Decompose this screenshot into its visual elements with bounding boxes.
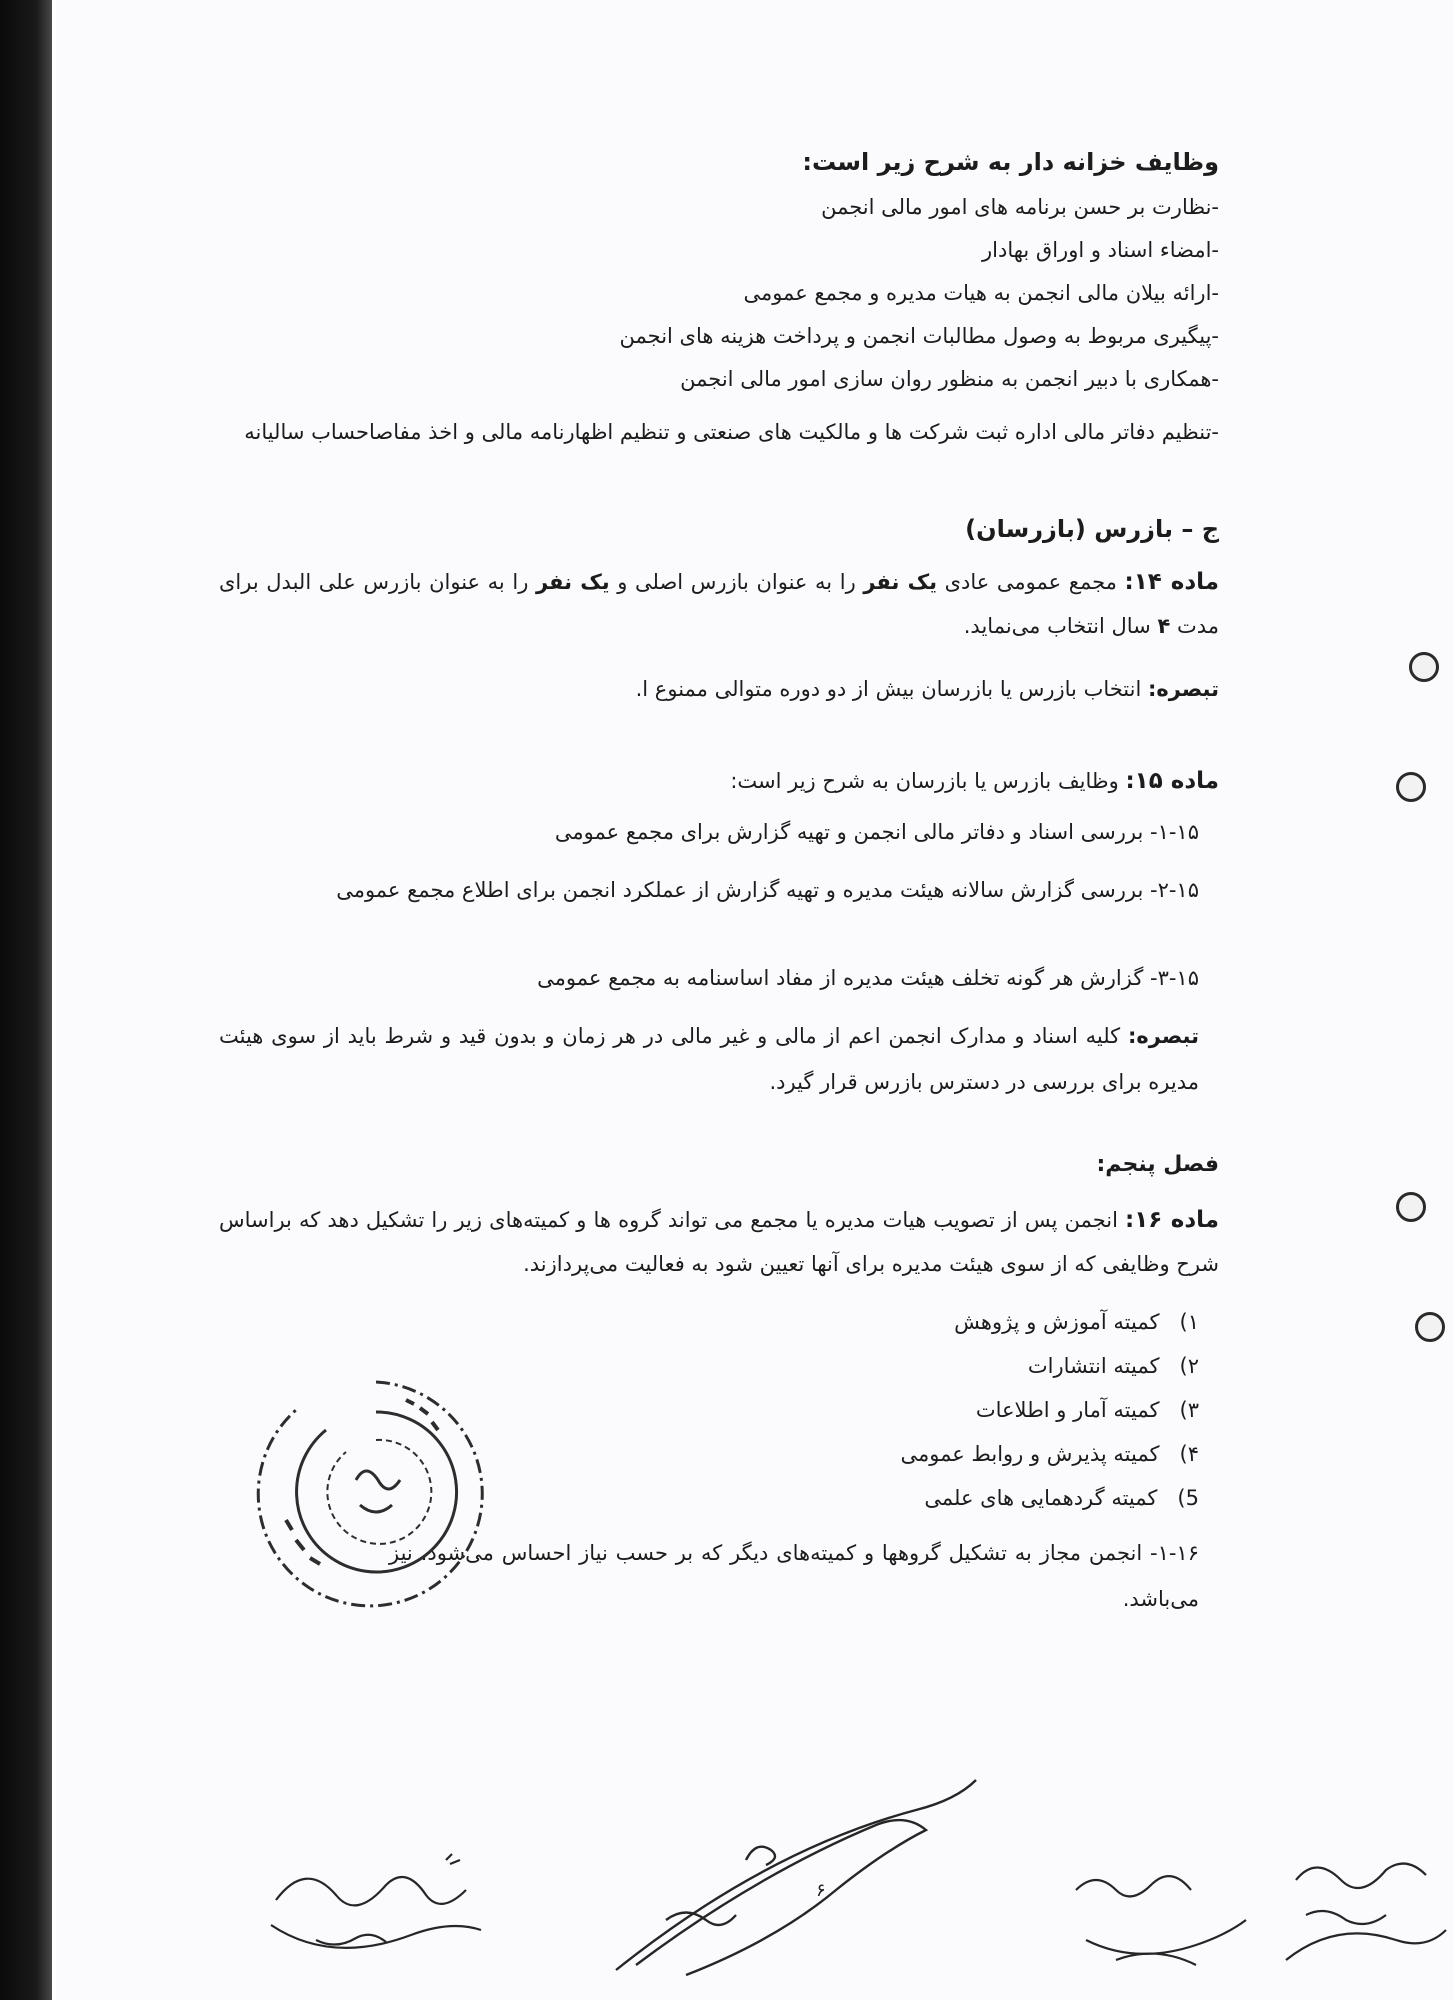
note-1-label: تبصره: xyxy=(1147,677,1219,701)
treasurer-duty: -پیگیری مربوط به وصول مطالبات انجمن و پرداخت هزینه های انجمن xyxy=(619,324,1219,348)
article-16 xyxy=(219,1198,1219,1286)
article-14-years: ۴ xyxy=(1157,614,1171,638)
article-14-bold: یک نفر xyxy=(863,570,938,594)
seal-stamp xyxy=(256,1370,496,1620)
inspector-heading: ج – بازرس (بازرسان) xyxy=(965,515,1219,543)
article-15-intro: وظایف بازرس یا بازرسان به شرح زیر است: xyxy=(730,769,1126,793)
article-15-title: ماده ۱۵: xyxy=(1125,768,1219,794)
committee-item xyxy=(1028,1354,1199,1378)
signature-1 xyxy=(256,1840,516,1970)
signature-4 xyxy=(1276,1840,1454,1980)
article-14-text: سال انتخاب می‌نماید. xyxy=(963,614,1158,638)
committee-item xyxy=(924,1486,1199,1510)
article-15-note-label: تبصره: xyxy=(1127,1024,1199,1048)
committee-number: 5) xyxy=(1177,1486,1199,1510)
article-15 xyxy=(730,768,1219,794)
article-14 xyxy=(219,560,1219,648)
article-14-title: ماده ۱۴: xyxy=(1124,569,1220,595)
article-16-title: ماده ۱۶: xyxy=(1125,1207,1220,1233)
committee-item xyxy=(900,1442,1199,1466)
punch-hole xyxy=(1396,1192,1426,1222)
scan-dark-edge xyxy=(0,0,52,2000)
committee-number: ۲) xyxy=(1179,1354,1199,1378)
article-15-item: ۱-۱۵- بررسی اسناد و دفاتر مالی انجمن و تهیه گزارش برای مجمع عمومی xyxy=(554,820,1199,844)
committee-label: کمیته آمار و اطلاعات xyxy=(975,1398,1160,1422)
committee-label: کمیته انتشارات xyxy=(1027,1354,1160,1378)
committee-number: ۳) xyxy=(1179,1398,1199,1422)
article-15-note xyxy=(219,1013,1199,1105)
article-15-item: ۲-۱۵- بررسی گزارش سالانه هیئت مدیره و تهیه گزارش از عملکرد انجمن برای اطلاع مجمع عمومی xyxy=(336,878,1199,902)
article-16-text: انجمن پس از تصویب هیات مدیره یا مجمع می تواند گروه ها و کمیته‌های زیر را تشکیل دهد که براساس شرح وظایفی که از سوی هیئت مدیره برای آنها تعیین شود به فعالیت می‌پردازند. xyxy=(219,1208,1219,1276)
signature-3 xyxy=(1056,1850,1256,1980)
punch-hole xyxy=(1396,772,1426,802)
page-number: ۶ xyxy=(816,1880,826,1901)
committee-label: کمیته پذیرش و روابط عمومی xyxy=(900,1442,1160,1466)
punch-hole xyxy=(1409,652,1439,682)
committee-item xyxy=(954,1310,1199,1334)
article-14-text: مجمع عمومی عادی xyxy=(937,570,1125,594)
treasurer-duty: -همکاری با دبیر انجمن به منظور روان سازی امور مالی انجمن xyxy=(680,367,1219,391)
document-page xyxy=(56,0,1454,2000)
committee-label: کمیته آموزش و پژوهش xyxy=(954,1310,1160,1334)
article-15-item: ۳-۱۵- گزارش هر گونه تخلف هیئت مدیره از مفاد اساسنامه به مجمع عمومی xyxy=(537,966,1199,990)
article-14-bold: یک نفر xyxy=(535,570,610,594)
article-14-text: را به عنوان بازرس اصلی و xyxy=(609,570,864,594)
treasurer-duty: -نظارت بر حسن برنامه های امور مالی انجمن xyxy=(821,195,1219,219)
committee-item xyxy=(976,1398,1199,1422)
punch-hole xyxy=(1415,1312,1445,1342)
article-14-text: را به عنوان بازرس علی البدل برای مدت xyxy=(219,570,1219,638)
article-15-note-text: کلیه اسناد و مدارک انجمن اعم از مالی و غیر مالی در هر زمان و بدون قید و شرط باید از سوی هیئت مدیره برای بررسی در دسترس بازرس قرار گیرد. xyxy=(219,1024,1199,1094)
committee-number: ۴) xyxy=(1179,1442,1199,1466)
treasurer-duty: -امضاء اسناد و اوراق بهادار xyxy=(982,238,1219,262)
article-16-clause: ۱-۱۶- انجمن مجاز به تشکیل گروهها و کمیته‌های دیگر که بر حسب نیاز احساس می‌شود، نیز می‌باشد. xyxy=(389,1541,1199,1611)
treasurer-duty: -تنظیم دفاتر مالی اداره ثبت شرکت ها و مالکیت های صنعتی و تنظیم اظهارنامه مالی و اخذ مفاصاحساب سالیانه xyxy=(244,420,1219,444)
note-1 xyxy=(636,677,1219,701)
chapter-5-heading: فصل پنجم: xyxy=(1096,1152,1219,1177)
treasurer-heading: وظایف خزانه دار به شرح زیر است: xyxy=(802,148,1219,176)
committee-number: ۱) xyxy=(1179,1310,1199,1334)
committee-label: کمیته گردهمایی های علمی xyxy=(924,1486,1158,1510)
note-1-text: انتخاب بازرس یا بازرسان بیش از دو دوره متوالی ممنوع ا. xyxy=(635,677,1148,701)
signature-2 xyxy=(596,1770,1016,1990)
treasurer-duty: -ارائه بیلان مالی انجمن به هیات مدیره و مجمع عمومی xyxy=(743,281,1219,305)
